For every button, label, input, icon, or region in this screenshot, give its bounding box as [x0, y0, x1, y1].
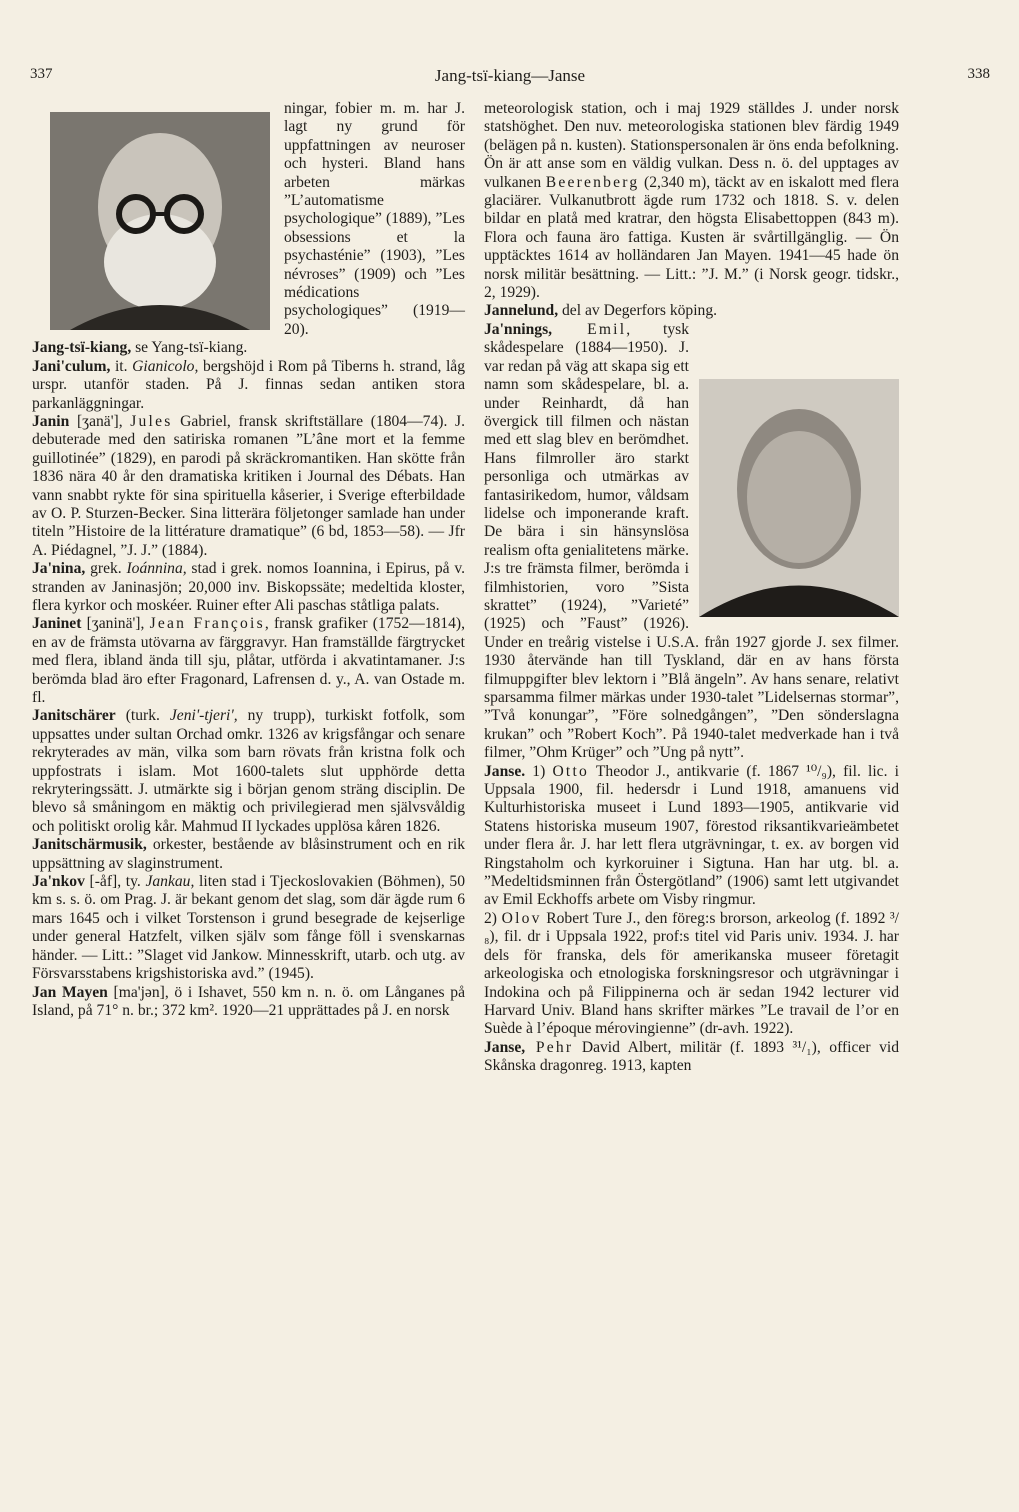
entry-janitscharmusik: Janitschärmusik, orkester, bestående av blåsinstrument och en rik uppsättning av slaginstrument.: [32, 836, 465, 872]
running-head: Jang-tsï-kiang—Janse: [434, 66, 586, 85]
entry-text: ningar, fobier m. m. har J. lagt ny grund för uppfattningen av neuroser och hysteri. Bland hans arbeten märkas ”L’automatisme psychologique” (1889), ”Les obsessions et la psychasténie” (1903), ”Les névroses” (1909) och ”Les médications psychologiques” (1919—20).: [284, 100, 465, 338]
entry-janse-2: 2) Olov Robert Ture J., den föreg:s brorson, arkeolog (f. 1892 ³/₈), fil. dr i Uppsala 1922, prof:s titel vid Paris univ. 1934. J. har dels för franska, dels för amerikanska museer företagit arkeologiska och etnologiska forskningsresor och utgrävningar i Indokina och på Filippinerna och är sedan 1942 lecturer vid Harvard Univ. Bland hans skrifter märkes ”Le travail de l’or en Suède à l’époque mérovingienne” (dr-avh. 1922).: [484, 909, 899, 1038]
portrait-photo-jannings: [699, 379, 899, 617]
page-number-left: 337: [30, 66, 53, 82]
entry-jannelund: Jannelund, del av Degerfors köping.: [484, 302, 718, 320]
entry-janinet: Janinet [ʒaninä'], Jean François, fransk grafiker (1752—1814), en av de främsta utövarna av färggravyr. Han framställde färgtrycket med flera, ibland ända till sju, plåtar, utförda i akvatintamaner. J:s berömda blad äro efter Fragonard, Lafrensen d. y., A. van Ostade m. fl.: [32, 615, 465, 706]
portrait-bearded-man-icon: [50, 112, 270, 330]
right-column: [484, 100, 899, 1076]
page-number-right: 338: [967, 66, 990, 82]
entry-janse-pehr: Janse, Pehr David Albert, militär (f. 1893 ³¹/₁), officer vid Skånska dragonreg. 1913, kapten: [484, 1038, 899, 1075]
page-header: [30, 66, 990, 90]
portrait-man-icon: [699, 379, 899, 617]
entry-janiculum: Jani'culum, it. Gianicolo, bergshöjd i Rom på Tiberns h. strand, låg urspr. utanför staden. På J. finnas sedan antiken stora parkanläggningar.: [32, 357, 465, 412]
entry-janin: Janin [ʒanä'], Jules Gabriel, fransk skriftställare (1804—74). J. debuterade med den satiriska romanen ”L’âne mort et la femme guillotinée” (1829), en parodi på skräckromantiken. Han skötte från 1836 nära 40 år den dramatiska kritiken i Journal des Débats. Han vann snabbt rykte för sina spirituella kåserier, i Sverige efterbildade av O. P. Sturzen-Becker. Sina litterära följetonger samlade han under titeln ”Histoire de la littérature dramatique” (6 bd, 1853—58). — Jfr A. Piédagnel, ”J. J.” (1884).: [32, 412, 466, 559]
portrait-photo-janet: [50, 112, 270, 330]
entry-janina: Ja'nina, grek. Ioánnina, stad i grek. nomos Ioannina, i Epirus, på v. stranden av Janinasjön; 20,000 inv. Biskopssäte; medeltida kloster, flera kyrkor och moskéer. Ruiner efter Ali paschas ståtliga palats.: [32, 560, 465, 614]
entry-jankov: Ja'nkov [-åf], ty. Jankau, liten stad i Tjeckoslovakien (Böhmen), 50 km s. s. ö. om Prag. J. är bekant genom det slag, som där ägde rum 6 mars 1645 och i vilket Torstenson i grund besegrade de kejserlige under general Hatzfelt, vilken själv som fånge föll i svenskarnas händer. — Litt.: ”Slaget vid Jankow. Minnesskrift, utarb. och utg. av Försvarsstabens krigshistoriska avd.” (1945).: [32, 873, 465, 983]
entry-jannings: Ja'nnings, Emil, tysk skådespelare (1884—1950). J. var redan på väg att skapa sig ett namn som skådespelare, bl. a. under Reinhardt, då han övergick till filmen och nästan med ett slag blev en berömdhet. Hans filmroller äro starkt personliga och utmärkas av fantasirikedom, humor, våldsam lidelse och imponerande kraft. De bära i sin hänsynslösa realism ofta genialitetens märke. J:s tre främsta filmer, berömda i filmhistorien, voro ”Sista skrattet” (1924), ”Varieté” (1925) och ”Faust” (1926). Under en treårig vistelse i U.S.A. från 1927 gjorde J. sex filmer. 1930 återvände han till Tyskland, där en av hans första filmuppgifter blev lektorn i ”Blå ängeln”. Av hans senare, relativt sparsamma filmer märkas under 1930-talet ”Lidelsernas stormar”, ”Två konungar”, ”Före solnedgången”, ”Den sönderslagna krukan” och ”Robert Koch”. På 1940-talet medverkade han i två filmer, ”Ohm Krüger” och ”Ung på nytt”.: [484, 320, 899, 762]
left-column: [32, 100, 465, 1020]
entry-jang-tsi-kiang: Jang-tsï-kiang, se Yang-tsï-kiang.: [32, 339, 248, 357]
entry-janse: Janse. 1) Otto Theodor J., antikvarie (f. 1867 ¹⁰/₉), fil. lic. i Uppsala 1900, fil. hedersdr i Lund 1918, amanuens vid Kulturhistoriska museet i Lund 1893—1905, antikvarie vid Statens historiska museum 1907, förestod riksantikvarieämbetet under flera år. J. har lett flera utgrävningar, t. ex. av borgen vid Ringstaholm och kyrkoruiner i Sigtuna. Han har utg. bl. a. ”Medeltidsminnen från Östergötland” (1906) samt lett utgivandet av Emil Eckhoffs arbete om Visby ringmur.: [484, 762, 899, 909]
entry-janitscharer: Janitschärer (turk. Jeni'-tjeri', ny trupp), turkiskt fotfolk, som uppsattes under sultan Orchad omkr. 1326 av krigsfångar och senare rekryterades av män, vilka som barn rövats från kristna folk och uppfostrats i islam. Mot 1600-talets slut upphörde detta rekryteringssätt. J. utmärkte sig i början genom sträng disciplin. De blevo så småningom en mäktig och privilegierad men självsvåldig och politiskt orolig kår. Mahmud II lyckades upplösa kåren 1826.: [32, 707, 465, 835]
entry-jan-mayen: Jan Mayen [ma'jən], ö i Ishavet, 550 km n. n. ö. om Långanes på Island, på 71° n. br.; 372 km². 1920—21 upprättades på J. en norsk: [32, 983, 465, 1019]
entry-text-continued: meteorologisk station, och i maj 1929 ställdes J. under norsk statshöghet. Den nuv. meteorologiska stationen blev färdig 1949 (belägen på n. kusten). Stationspersonalen är öns enda befolkning. Ön är att anse som en väldig vulkan. Dess n. ö. del upptages av vulkanen Beerenberg (2,340 m), täckt av en iskalott med flera glaciärer. Vulkanutbrott ägde rum 1732 och 1818. S. v. delen bildar en platå med kratrar, den högsta Elisabettoppen (843 m). Flora och fauna äro fattiga. Kusten är svårtillgänglig. — Ön upptäcktes 1614 av holländaren Jan Mayen. 1941—45 hade ön norsk militär besättning. — Litt.: ”J. M.” (i Norsk geogr. tidskr., 2, 1929).: [484, 100, 900, 302]
